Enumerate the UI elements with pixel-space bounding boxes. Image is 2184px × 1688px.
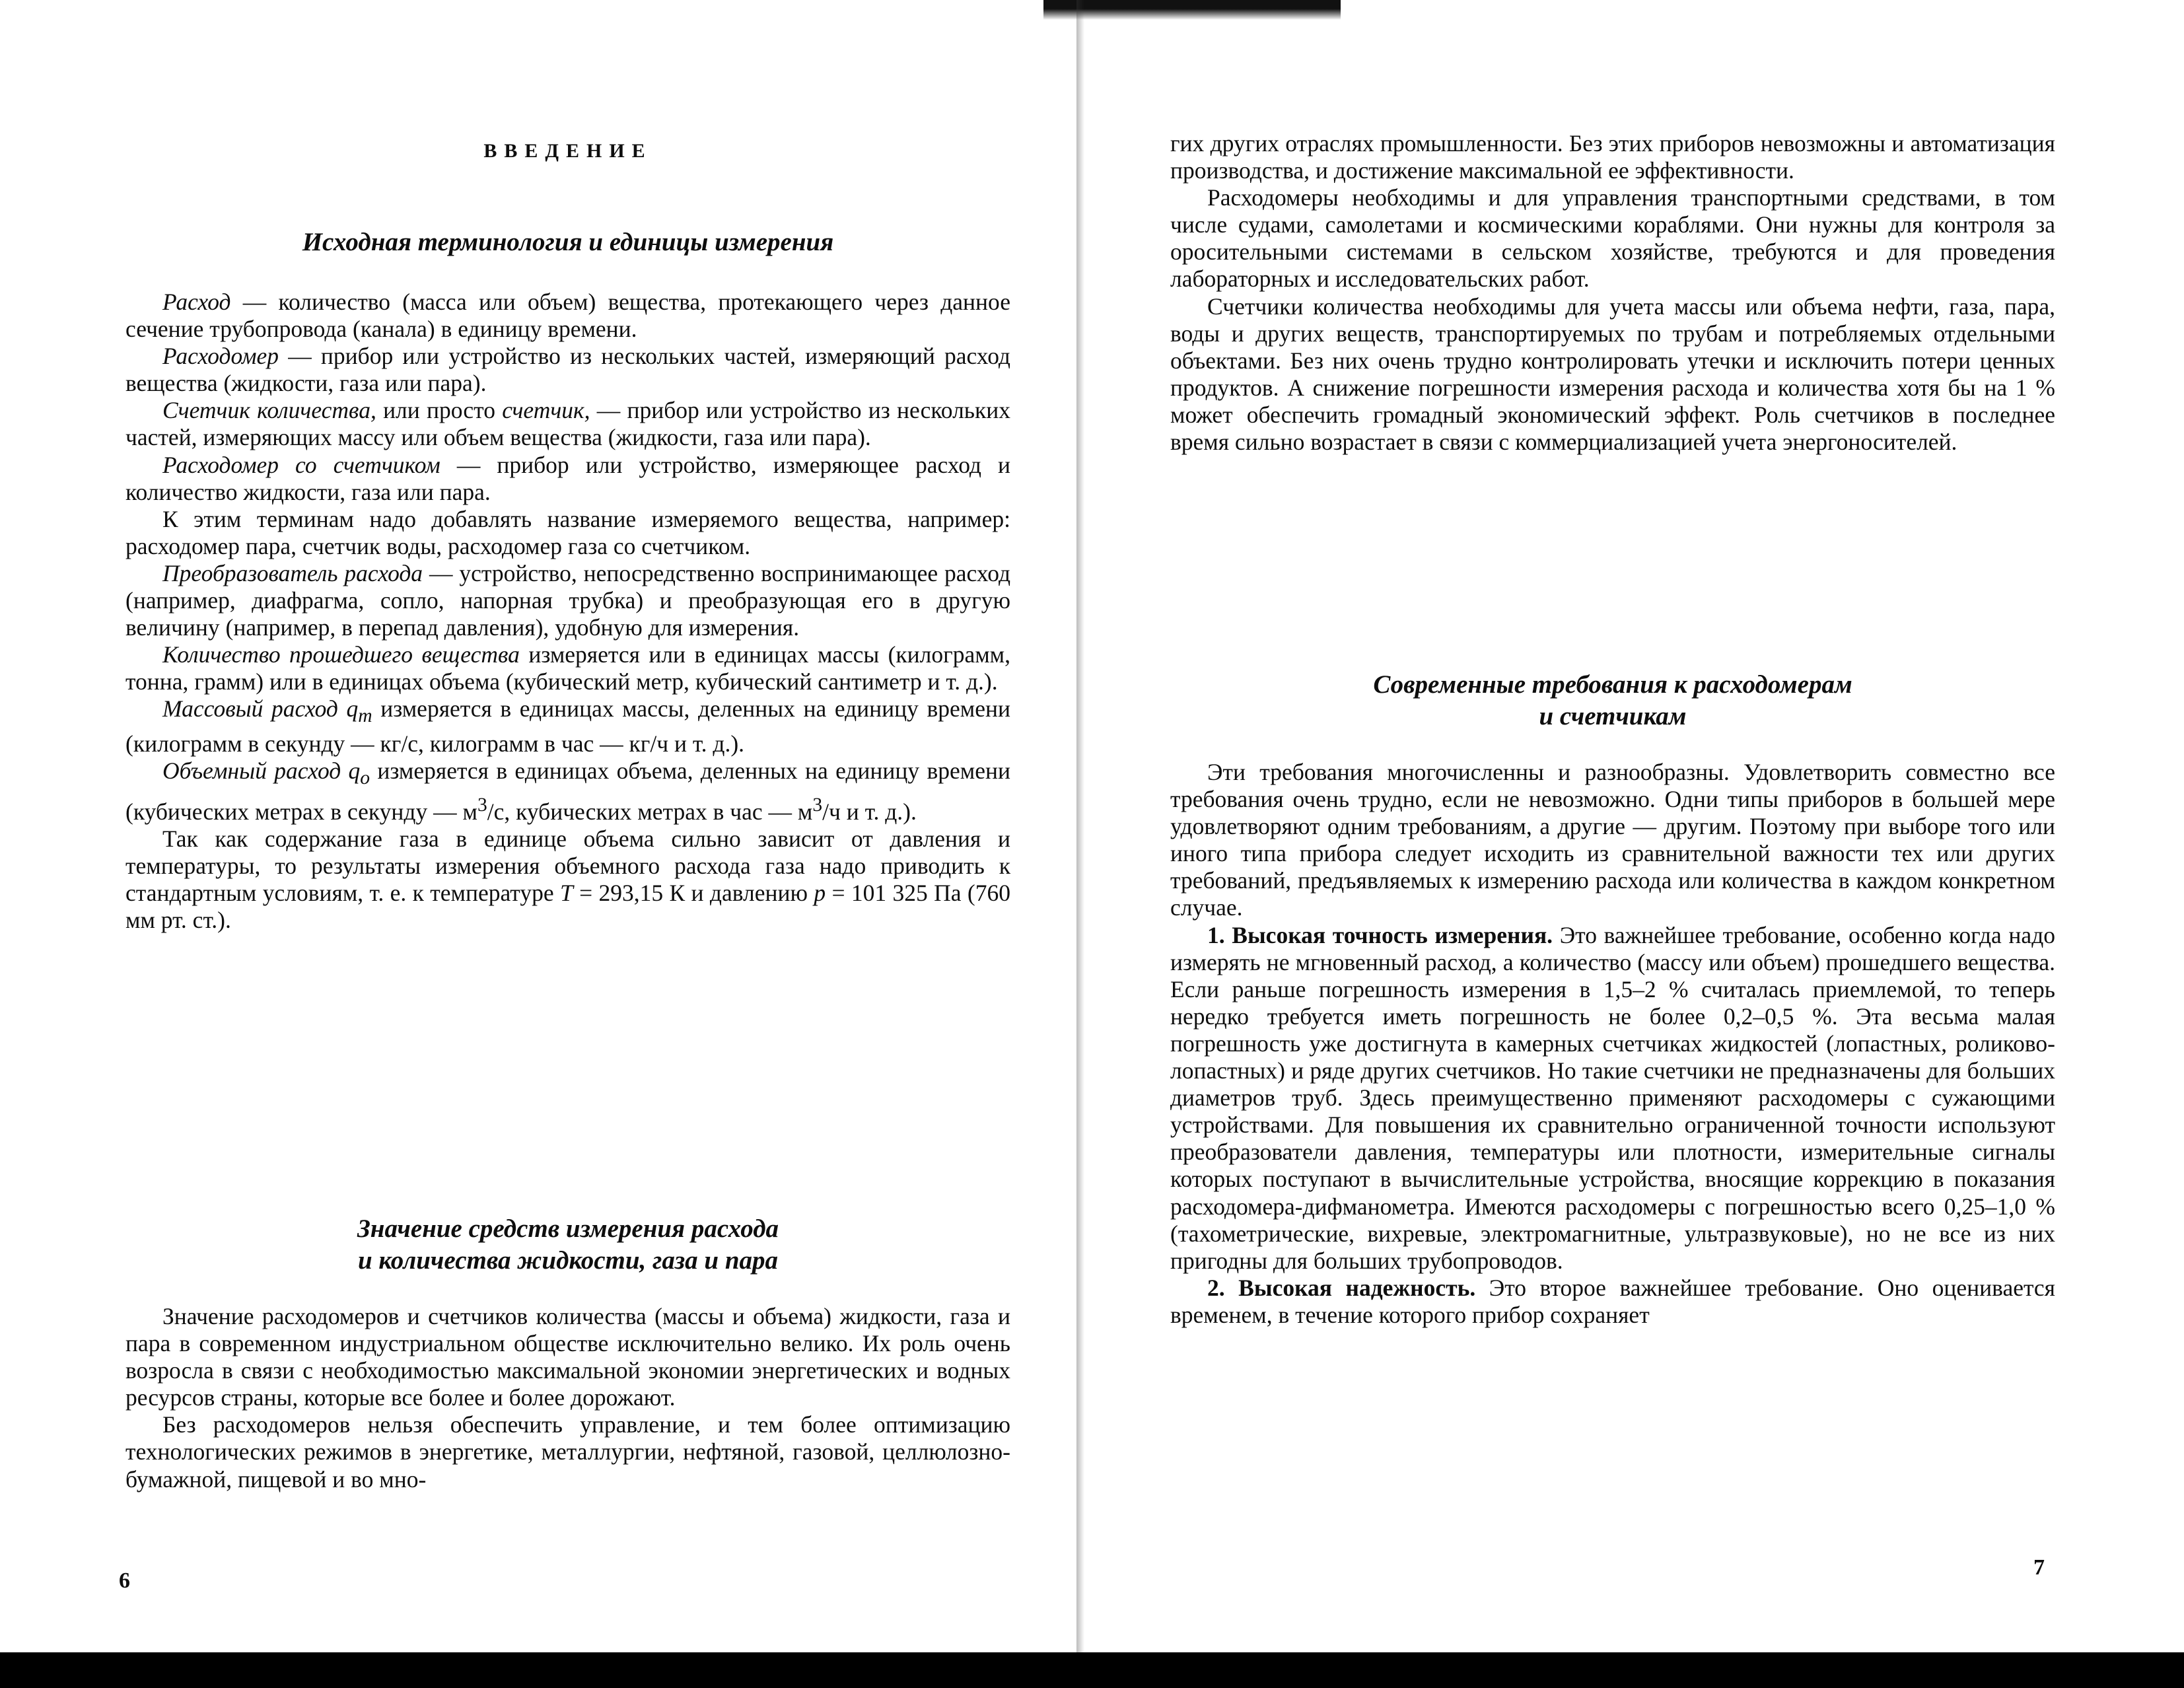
- requirement-label: 1. Высокая точность измерения.: [1207, 921, 1553, 948]
- section-heading-significance: Значение средств измерения расхода и количества жидкости, газа и пара: [357, 1214, 779, 1275]
- term: Расходомер: [162, 343, 279, 370]
- body-paragraph: Эти требования многочисленны и разнообразны. Удовлетворить совместно все требования очень трудно, если не невозможно. Одни типы приборов в большей мере удовлетворяют одним требованиям, а другие — другим. Поэтому при выборе того или иного типа прибора следует исходить из сравнительной важности тех или других требований, предъявляемых к измерению расхода или количества в каждом конкретном случае.: [1170, 759, 2055, 921]
- definition-paragraph: Преобразователь расхода — устройство, непосредственно воспринимающее расход (например, диафрагма, сопло, напорная трубка) и преобразующая его в другую величину (например, в перепад давления), удобную для измерения.: [125, 559, 1011, 641]
- chapter-title: ВВЕДЕНИЕ: [483, 140, 652, 162]
- scan-bottom-band: [0, 1652, 2184, 1688]
- page-number: 6: [119, 1568, 130, 1593]
- definition-paragraph: Объемный расход $q_o$ измеряется в единицах объема, деленных на единицу времени (кубических метрах в секунду — $м^3/с$, кубических метрах в час — $м^3/ч$ и т. д.).: [125, 757, 1010, 825]
- continuation-text: [1170, 130, 2055, 456]
- definition-paragraph: Счетчик количества, или просто счетчик, — прибор или устройство из нескольких частей, измеряющих массу или объем вещества (жидкости, газа или пара).: [125, 397, 1010, 451]
- term: Расход: [162, 289, 231, 315]
- requirement-label: 2. Высокая надежность.: [1207, 1274, 1476, 1301]
- term: Количество прошедшего вещества: [162, 641, 520, 668]
- term: Массовый расход q: [162, 695, 359, 722]
- book-spine-shadow: [1076, 0, 1084, 1688]
- body-paragraph: Без расходомеров нельзя обеспечить управление, и тем более оптимизацию технологических режимов в энергетике, металлургии, нефтяной, газовой, целлюлозно-бумажной, пищевой и во мно-: [125, 1411, 1010, 1493]
- definition-paragraph: Массовый расход $q_m$ измеряется в единицах массы, деленных на единицу времени (килограмм в секунду — кг/с, килограмм в час — кг/ч и т. д.).: [125, 695, 1010, 757]
- body-paragraph: Значение расходомеров и счетчиков количества (массы и объема) жидкости, газа и пара в современном индустриальном обществе исключительно велико. Их роль очень возросла в связи с необходимостью максимальной экономии энергетических и водных ресурсов страны, которые все более и более дорожают.: [125, 1303, 1010, 1411]
- term: Счетчик количества,: [162, 397, 376, 424]
- term: Расходомер со счетчиком: [162, 451, 440, 478]
- note-paragraph: К этим терминам надо добавлять название измеряемого вещества, например: расходомер пара, счетчик воды, расходомер газа со счетчиком.: [125, 505, 1010, 559]
- definition-paragraph: Количество прошедшего вещества измеряется или в единицах массы (килограмм, тонна, грамм) или в единицах объема (кубический метр, кубический сантиметр и т. д.).: [125, 641, 1011, 695]
- significance-text: [125, 1303, 1010, 1493]
- section-heading-requirements: Современные требования к расходомерам и счетчикам: [1373, 670, 1852, 730]
- term: Объемный расход q: [162, 757, 361, 784]
- body-paragraph: гих других отраслях промышленности. Без этих приборов невозможны и автоматизация производства, и достижение максимальной ее эффективности.: [1170, 130, 2055, 184]
- left-page: [119, 0, 1011, 1651]
- terminology-text: [125, 289, 1010, 934]
- section-heading-terminology: Исходная терминология и единицы измерения: [302, 228, 834, 256]
- requirement-paragraph: 1. Высокая точность измерения. Это важнейшее требование, особенно когда надо измерять не мгновенный расход, а количество (массу или объем) прошедшего вещества. Если раньше погрешность измерения в 1,5–2 % считалась приемлемой, то теперь нередко требуется иметь погрешность не более 0,2–0,5 %. Эта весьма малая погрешность уже достигнута в камерных счетчиках жидкостей (лопастных, роликово-лопастных) и ряде других счетчиков. Но такие счетчики не предназначены для больших диаметров труб. Здесь преимущественно применяют расходомеры с сужающими устройствами. Для повышения их сравнительно ограниченной точности используют преобразователи давления, температуры или плотности, измерительные сигналы которых поступают в вычислительные устройства, вносящие коррекцию в показания расходомера-дифманометра. Имеются расходомеры с погрешностью всего 0,25–1,0 % (тахометрические, вихревые, электромагнитные, ультразвуковые), но не все из них пригодны для больших трубопроводов.: [1170, 921, 2056, 1274]
- gas-conditions-paragraph: Так как содержание газа в единице объема сильно зависит от давления и температуры, то результаты измерения объемного расхода газа надо приводить к стандартным условиям, т. е. к температуре T = 293,15 К и давлению p = 101 325 Па (760 мм рт. ст.).: [125, 825, 1010, 934]
- requirements-text: [1170, 759, 2055, 1329]
- body-paragraph: Счетчики количества необходимы для учета массы или объема нефти, газа, пара, воды и других веществ, транспортируемых по трубам и потребляемых отдельными объектами. Без них очень трудно контролировать утечки и исключить потери ценных продуктов. А снижение погрешности измерения расхода и количества хотя бы на 1 % может обеспечить громадный экономический эффект. Роль счетчиков в последнее время сильно возрастает в связи с коммерциализацией учета энергоносителей.: [1170, 293, 2055, 456]
- definition-paragraph: Расход — количество (масса или объем) вещества, протекающего через данное сечение трубопровода (канала) в единицу времени.: [125, 289, 1010, 343]
- term: Преобразователь расхода: [162, 559, 423, 586]
- definition-paragraph: Расходомер со счетчиком — прибор или устройство, измеряющее расход и количество жидкости, газа или пара.: [125, 451, 1010, 505]
- term: счетчик,: [502, 397, 590, 424]
- body-paragraph: Расходомеры необходимы и для управления транспортными средствами, в том числе судами, самолетами и космическими кораблями. Они нужны для контроля за оросительными системами в сельском хозяйстве, требуются и для проведения лабораторных и исследовательских работ.: [1170, 184, 2055, 293]
- right-page: [1170, 0, 2055, 1651]
- page-number: 7: [2033, 1555, 2045, 1580]
- requirement-paragraph: 2. Высокая надежность. Это второе важнейшее требование. Оно оценивается временем, в течение которого прибор сохраняет: [1170, 1274, 2055, 1328]
- definition-paragraph: Расходомер — прибор или устройство из нескольких частей, измеряющий расход вещества (жидкости, газа или пара).: [125, 343, 1010, 397]
